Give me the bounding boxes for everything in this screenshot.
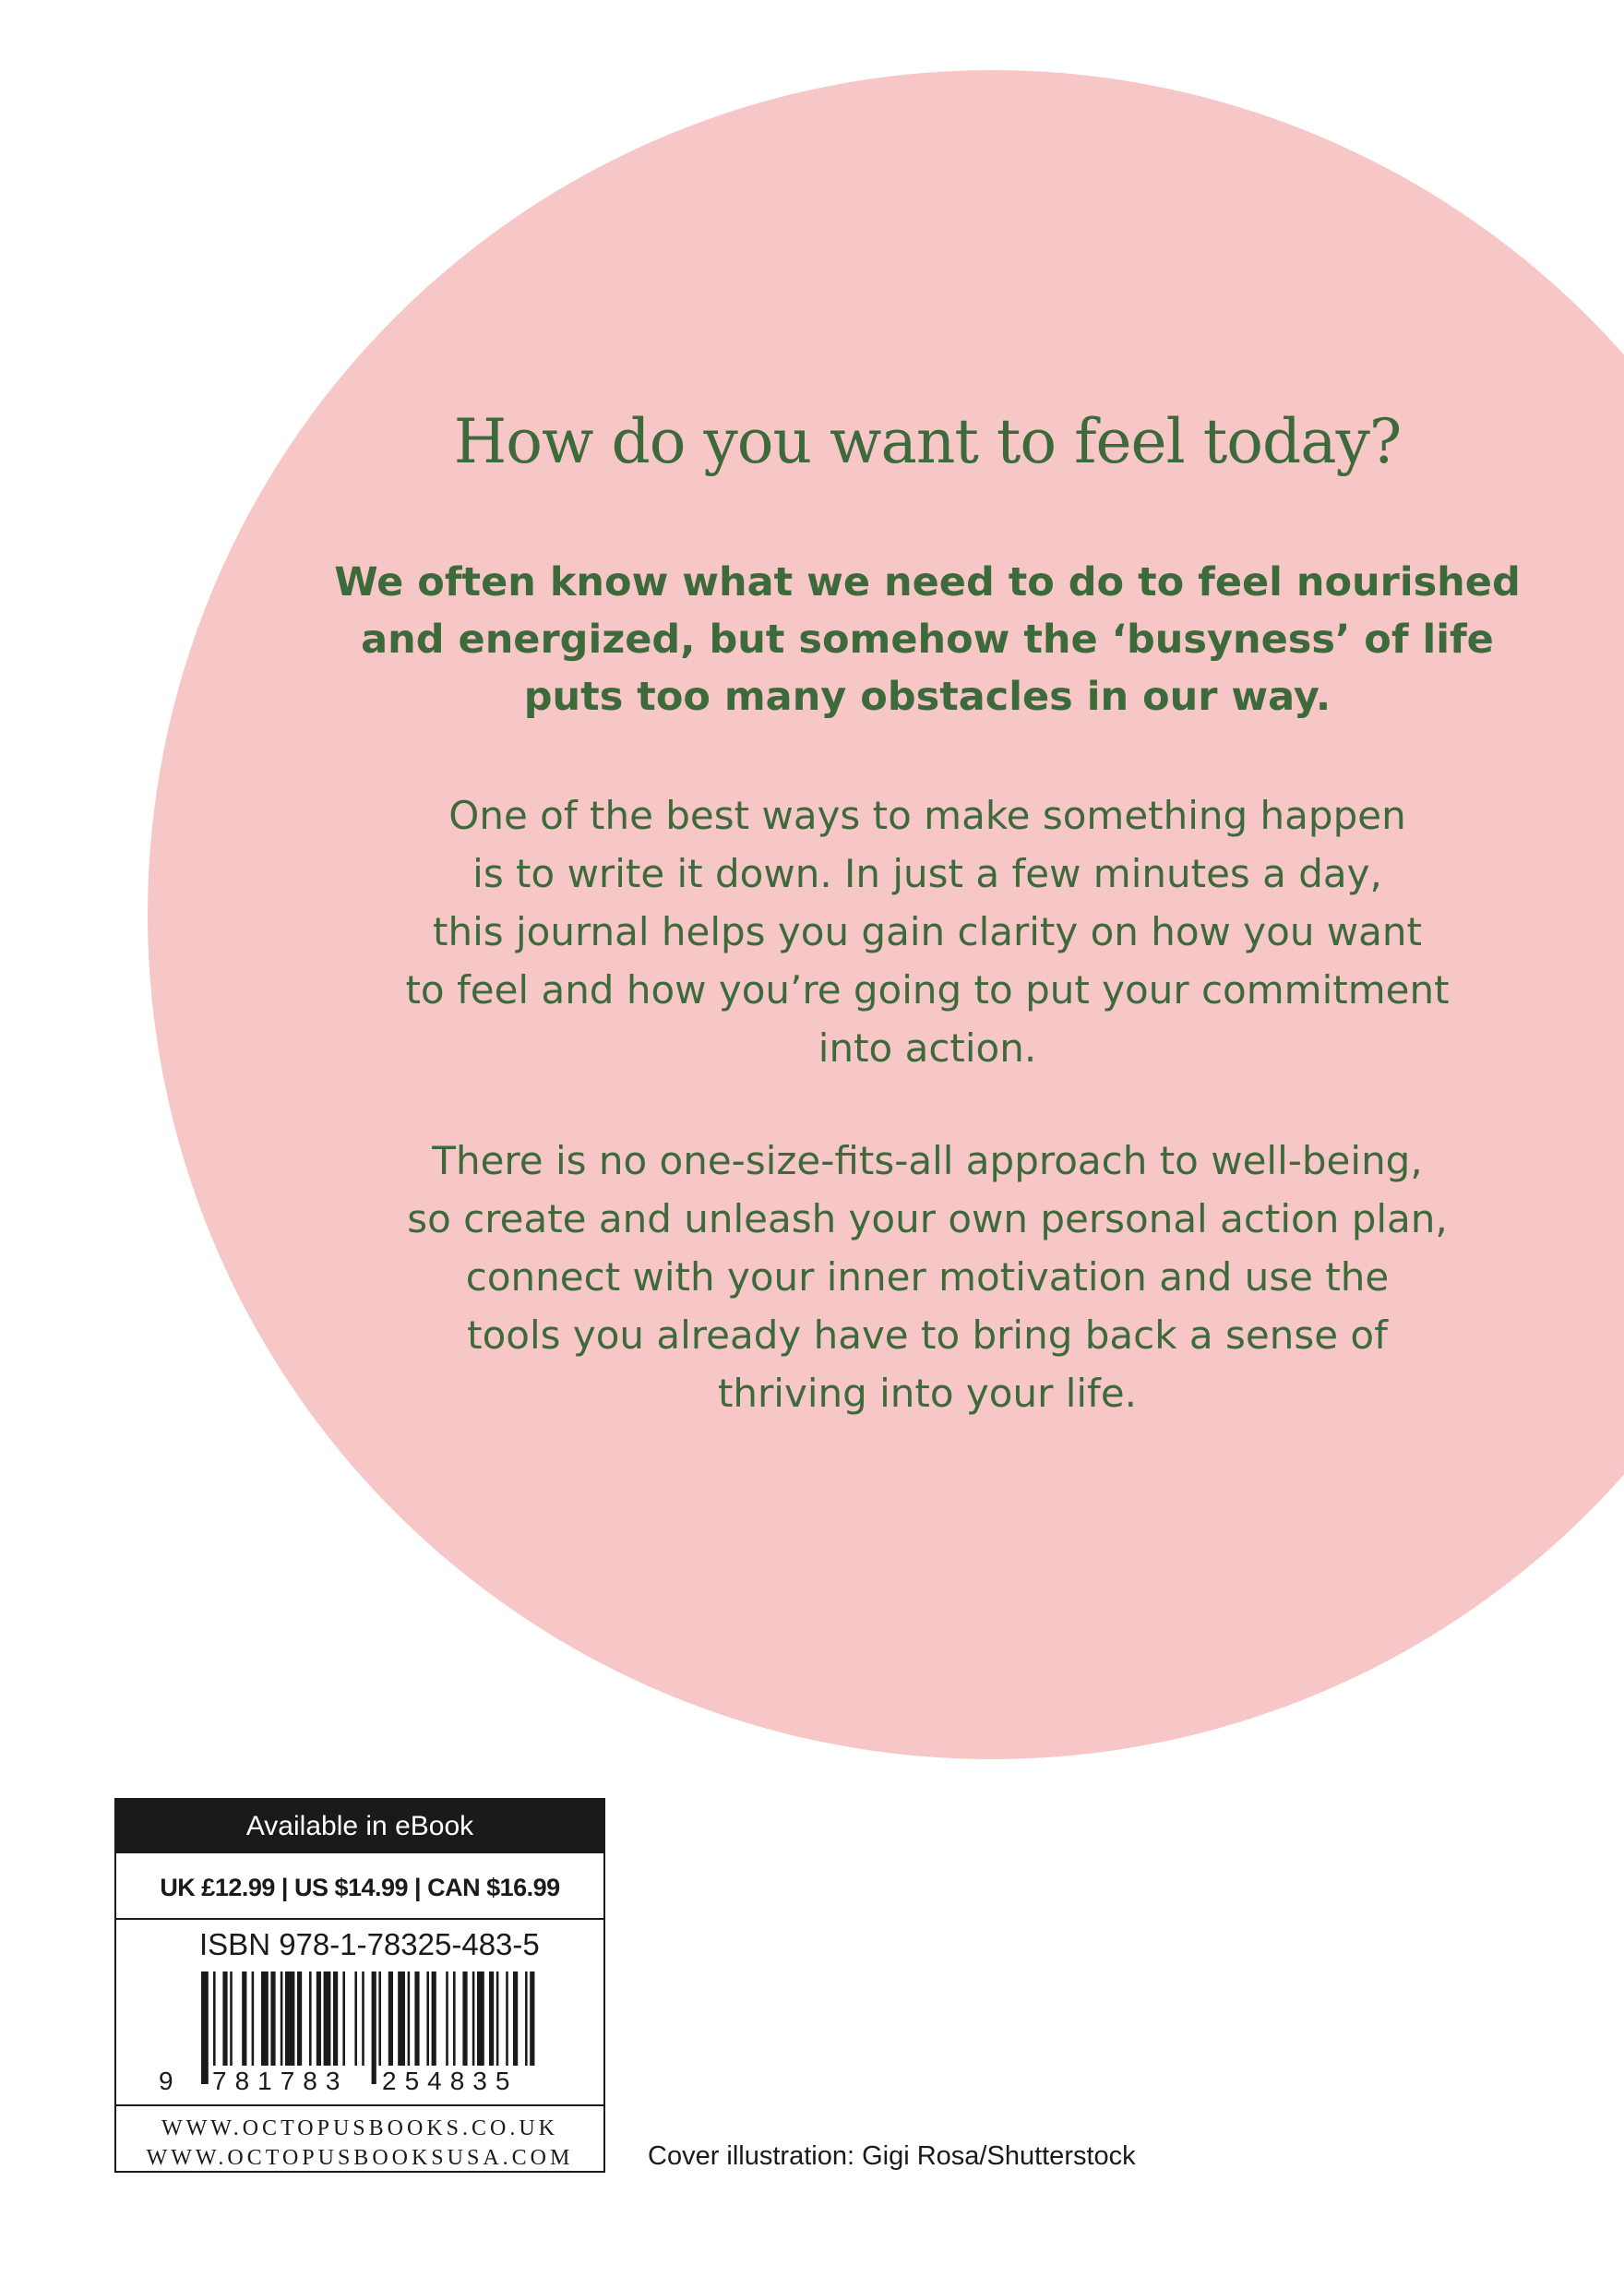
body-paragraph-1 — [314, 786, 1541, 1077]
paragraph-line: to feel and how you’re going to put your commitment — [405, 967, 1450, 1013]
paragraph-line: One of the best ways to make something happen — [448, 793, 1406, 838]
price-list: UK £12.99 | US $14.99 | CAN $16.99 — [116, 1853, 603, 1920]
barcode — [153, 1971, 568, 2093]
paragraph-line: thriving into your life. — [717, 1371, 1138, 1416]
paragraph-line: There is no one-size-fits-all approach to well-being, — [432, 1138, 1423, 1183]
intro-line: We often know what we need to do to feel nourished — [334, 559, 1521, 605]
paragraph-line: this journal helps you gain clarity on how you want — [433, 909, 1422, 954]
intro-text — [314, 554, 1541, 725]
barcode-digit-lead: 9 — [159, 2067, 173, 2093]
intro-line: and energized, but somehow the ‘busyness’ of life — [361, 617, 1494, 663]
page-title: How do you want to feel today? — [453, 406, 1402, 477]
barcode-digits-left: 781783 — [212, 2067, 349, 2093]
ebook-availability-bar: Available in eBook — [116, 1800, 603, 1853]
body-paragraph-2 — [314, 1132, 1541, 1422]
cover-credit: Cover illustration: Gigi Rosa/Shutterstock — [648, 2141, 1136, 2171]
paragraph-line: so create and unleash your own personal action plan, — [407, 1196, 1448, 1241]
isbn-number: ISBN 978-1-78325-483-5 — [199, 1927, 540, 1961]
paragraph-line: connect with your inner motivation and use the — [465, 1254, 1390, 1300]
intro-line: puts too many obstacles in our way. — [523, 674, 1331, 720]
publisher-websites — [116, 2104, 603, 2173]
paragraph-line: tools you already have to bring back a sense of — [467, 1312, 1388, 1358]
barcode-bar — [201, 1971, 209, 2084]
paragraph-line: into action. — [818, 1025, 1037, 1071]
website-uk: WWW.OCTOPUSBOOKS.CO.UK — [161, 2116, 559, 2140]
price-barcode-box — [114, 1798, 605, 2173]
paragraph-line: is to write it down. In just a few minutes a day, — [472, 851, 1382, 896]
barcode-digits-right: 254835 — [382, 2067, 519, 2093]
website-usa: WWW.OCTOPUSBOOKSUSA.COM — [146, 2146, 574, 2170]
barcode-bar — [372, 1971, 376, 2084]
